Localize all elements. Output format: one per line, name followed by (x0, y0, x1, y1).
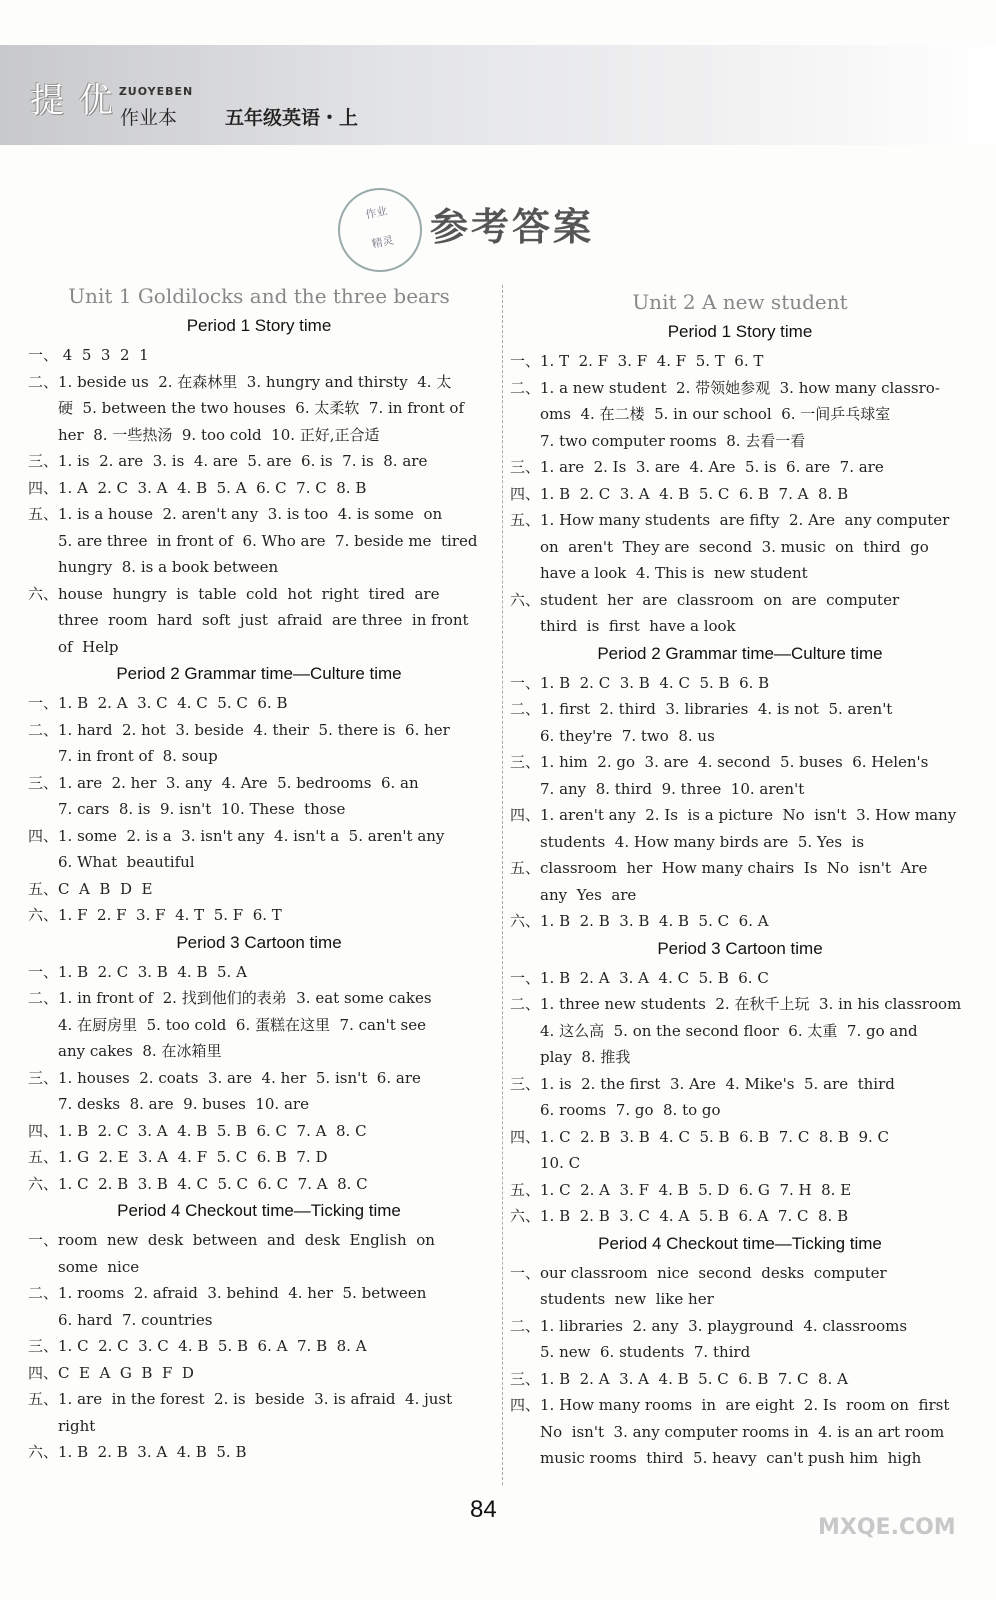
answer-line: 6. rooms 7. go 8. to go (540, 1101, 721, 1119)
answer-line: 一、1. B 2. A 3. C 4. C 5. C 6. B (28, 694, 288, 712)
answer-line: 六、house hungry is table cold hot right tired are (28, 584, 440, 603)
answer-line: 5. new 6. students 7. third (540, 1343, 751, 1361)
answer-line: 四、C E A G B F D (28, 1363, 194, 1382)
answer-line: 三、1. him 2. go 3. are 4. second 5. buses 6. Helen's (510, 753, 929, 771)
period-title: Period 3 Cartoon time (657, 938, 823, 958)
answer-line: 四、1. aren't any 2. Is is a picture No isn't 3. How many (510, 806, 957, 824)
answer-line: 二、1. hard 2. hot 3. beside 4. their 5. there is 6. her (28, 720, 450, 739)
stamp-line-2: 精灵 (370, 233, 395, 251)
answer-line: 7. in front of 8. soup (58, 747, 218, 765)
answer-line: 5. are three in front of 6. Who are 7. beside me tired (58, 531, 478, 550)
answer-line: any cakes 8. 在冰箱里 (58, 1042, 222, 1060)
answer-line: 五、C A B D E (28, 879, 153, 898)
answer-line: 7. desks 8. are 9. buses 10. are (58, 1095, 309, 1113)
answer-line: 六、1. B 2. B 3. C 4. A 5. B 6. A 7. C 8. B (510, 1207, 849, 1225)
right-column (510, 284, 970, 1472)
watermark: MXQE.COM (818, 1515, 956, 1540)
book-title: 作业本 (120, 107, 178, 129)
answer-line: any Yes are (540, 885, 637, 904)
answer-line: have a look 4. This is new student (540, 564, 808, 582)
stamp-logo (330, 180, 430, 280)
answer-line: hungry 8. is a book between (58, 558, 279, 576)
answer-line: 四、1. B 2. C 3. A 4. B 5. C 6. B 7. A 8. B (510, 484, 849, 503)
answer-line: 一、1. T 2. F 3. F 4. F 5. T 6. T (510, 352, 764, 370)
answer-line: 一、1. B 2. A 3. A 4. C 5. B 6. C (510, 968, 769, 987)
answer-line: 六、student her are classroom on are computer (510, 590, 900, 609)
answer-line: 四、1. C 2. B 3. B 4. C 5. B 6. B 7. C 8. B 9. C (510, 1127, 890, 1146)
answer-line: 三、1. B 2. A 3. A 4. B 5. C 6. B 7. C 8. A (510, 1369, 848, 1388)
answer-line: 7. cars 8. is 9. isn't 10. These those (58, 800, 346, 818)
answer-line: 一、room new desk between and desk English on (28, 1231, 435, 1249)
answer-line: 六、1. B 2. B 3. B 4. B 5. C 6. A (510, 912, 769, 930)
answer-line: 五、1. C 2. A 3. F 4. B 5. D 6. G 7. H 8. E (510, 1180, 852, 1199)
period-title: Period 2 Grammar time—Culture time (597, 643, 883, 663)
answer-line: students new like her (540, 1290, 714, 1308)
answer-line: 四、1. some 2. is a 3. isn't any 4. isn't a 5. aren't any (28, 826, 445, 845)
answer-line: some nice (58, 1257, 140, 1276)
period-title: Period 4 Checkout time—Ticking time (598, 1233, 882, 1253)
answer-line: three room hard soft just afraid are three in front (58, 611, 469, 629)
answer-line: 三、1. houses 2. coats 3. are 4. her 5. isn't 6. are (28, 1068, 421, 1087)
answer-line: 三、1. are 2. her 3. any 4. Are 5. bedrooms 6. an (28, 773, 419, 792)
period-title: Period 3 Cartoon time (176, 932, 342, 952)
answer-line: 五、1. are in the forest 2. is beside 3. is afraid 4. just (28, 1390, 453, 1408)
answer-line: 三、1. is 2. are 3. is 4. are 5. are 6. is 7. is 8. are (28, 452, 428, 470)
answer-line: 7. any 8. third 9. three 10. aren't (540, 779, 805, 798)
answer-line: 二、1. beside us 2. 在森林里 3. hungry and thirsty 4. 太 (28, 372, 452, 391)
unit-title: Unit 2 A new student (632, 290, 848, 314)
period-title: Period 2 Grammar time—Culture time (116, 664, 402, 683)
answer-line: 五、1. is a house 2. aren't any 3. is too 4. is some on (28, 505, 443, 523)
answer-line: 7. two computer rooms 8. 去看一看 (540, 431, 806, 450)
answer-line: third is first have a look (540, 617, 736, 635)
answer-line: 二、1. rooms 2. afraid 3. behind 4. her 5. between (28, 1284, 427, 1302)
page-title: 参考答案 (430, 205, 595, 249)
answer-line: on aren't They are second 3. music on third go (540, 537, 929, 556)
answer-line: 6. What beautiful (58, 853, 195, 871)
answer-line: 一、1. B 2. C 3. B 4. C 5. B 6. B (510, 673, 770, 692)
answer-line: 五、1. How many students are fifty 2. Are any computer (510, 511, 950, 529)
answer-line: students 4. How many birds are 5. Yes is (540, 832, 865, 851)
page-header (0, 45, 996, 145)
answer-line: 一、1. B 2. C 3. B 4. B 5. A (28, 962, 247, 981)
unit-title: Unit 1 Goldilocks and the three bears (68, 284, 450, 308)
answer-line: music rooms third 5. heavy can't push him high (540, 1449, 922, 1467)
answer-line: 二、1. in front of 2. 找到他们的表弟 3. eat some cakes (28, 989, 432, 1007)
answer-line: 四、1. How many rooms in are eight 2. Is room on first (510, 1396, 950, 1414)
answer-line: 6. they're 7. two 8. us (540, 726, 715, 745)
answer-line: oms 4. 在二楼 5. in our school 6. 一间乒乓球室 (540, 405, 891, 423)
answer-line: right (58, 1416, 96, 1435)
book-subtitle: 五年级英语・上 (225, 107, 359, 129)
answer-line: 二、1. three new students 2. 在秋千上玩 3. in his classroom (510, 995, 962, 1013)
answer-line: 二、1. libraries 2. any 3. playground 4. classrooms (510, 1316, 908, 1335)
answer-line: 六、1. F 2. F 3. F 4. T 5. F 6. T (28, 906, 282, 924)
answer-line: of Help (58, 637, 119, 656)
brand-big-text: 提 优 (30, 81, 115, 121)
answer-line: 四、1. B 2. C 3. A 4. B 5. B 6. C 7. A 8. C (28, 1121, 367, 1140)
period-title: Period 1 Story time (667, 322, 813, 341)
period-title: Period 1 Story time (186, 316, 332, 335)
answer-line: her 8. 一些热汤 9. too cold 10. 正好,正合适 (58, 425, 380, 444)
answer-line: 硬 5. between the two houses 6. 太柔软 7. in front of (58, 399, 465, 417)
brand-small-text: ZUOYEBEN (118, 85, 194, 98)
answer-line: 四、1. A 2. C 3. A 4. B 5. A 6. C 7. C 8. B (28, 478, 367, 497)
answer-line: 六、1. B 2. B 3. A 4. B 5. B (28, 1443, 247, 1461)
answer-line: No isn't 3. any computer rooms in 4. is an art room (540, 1422, 945, 1441)
column-divider (502, 285, 503, 1485)
answer-line: 六、1. C 2. B 3. B 4. C 5. C 6. C 7. A 8. C (28, 1174, 368, 1193)
period-title: Period 4 Checkout time—Ticking time (117, 1201, 401, 1220)
answer-line: 一、 4 5 3 2 1 (28, 346, 149, 364)
answer-line: 五、1. G 2. E 3. A 4. F 5. C 6. B 7. D (28, 1148, 328, 1166)
answer-line: 三、1. C 2. C 3. C 4. B 5. B 6. A 7. B 8. A (28, 1337, 367, 1355)
answer-line: 三、1. is 2. the first 3. Are 4. Mike's 5. are third (510, 1074, 895, 1093)
answer-line: 4. 这么高 5. on the second floor 6. 太重 7. go and (540, 1021, 918, 1040)
answer-line: 二、1. first 2. third 3. libraries 4. is not 5. aren't (510, 700, 893, 718)
answer-line: 10. C (540, 1154, 581, 1172)
page-number: 84 (470, 1496, 497, 1523)
answer-line: 五、classroom her How many chairs Is No isn't Are (510, 859, 928, 877)
answer-line: 一、our classroom nice second desks computer (510, 1263, 887, 1282)
answer-line: 二、1. a new student 2. 带领她参观 3. how many classro- (510, 378, 940, 397)
answer-line: play 8. 推我 (540, 1048, 631, 1066)
answer-line: 4. 在厨房里 5. too cold 6. 蛋糕在这里 7. can't see (58, 1015, 426, 1034)
left-column (28, 278, 490, 1466)
stamp-line-1: 作业 (364, 204, 389, 222)
answer-line: 三、1. are 2. Is 3. are 4. Are 5. is 6. are 7. are (510, 458, 884, 476)
answer-line: 6. hard 7. countries (58, 1310, 213, 1329)
